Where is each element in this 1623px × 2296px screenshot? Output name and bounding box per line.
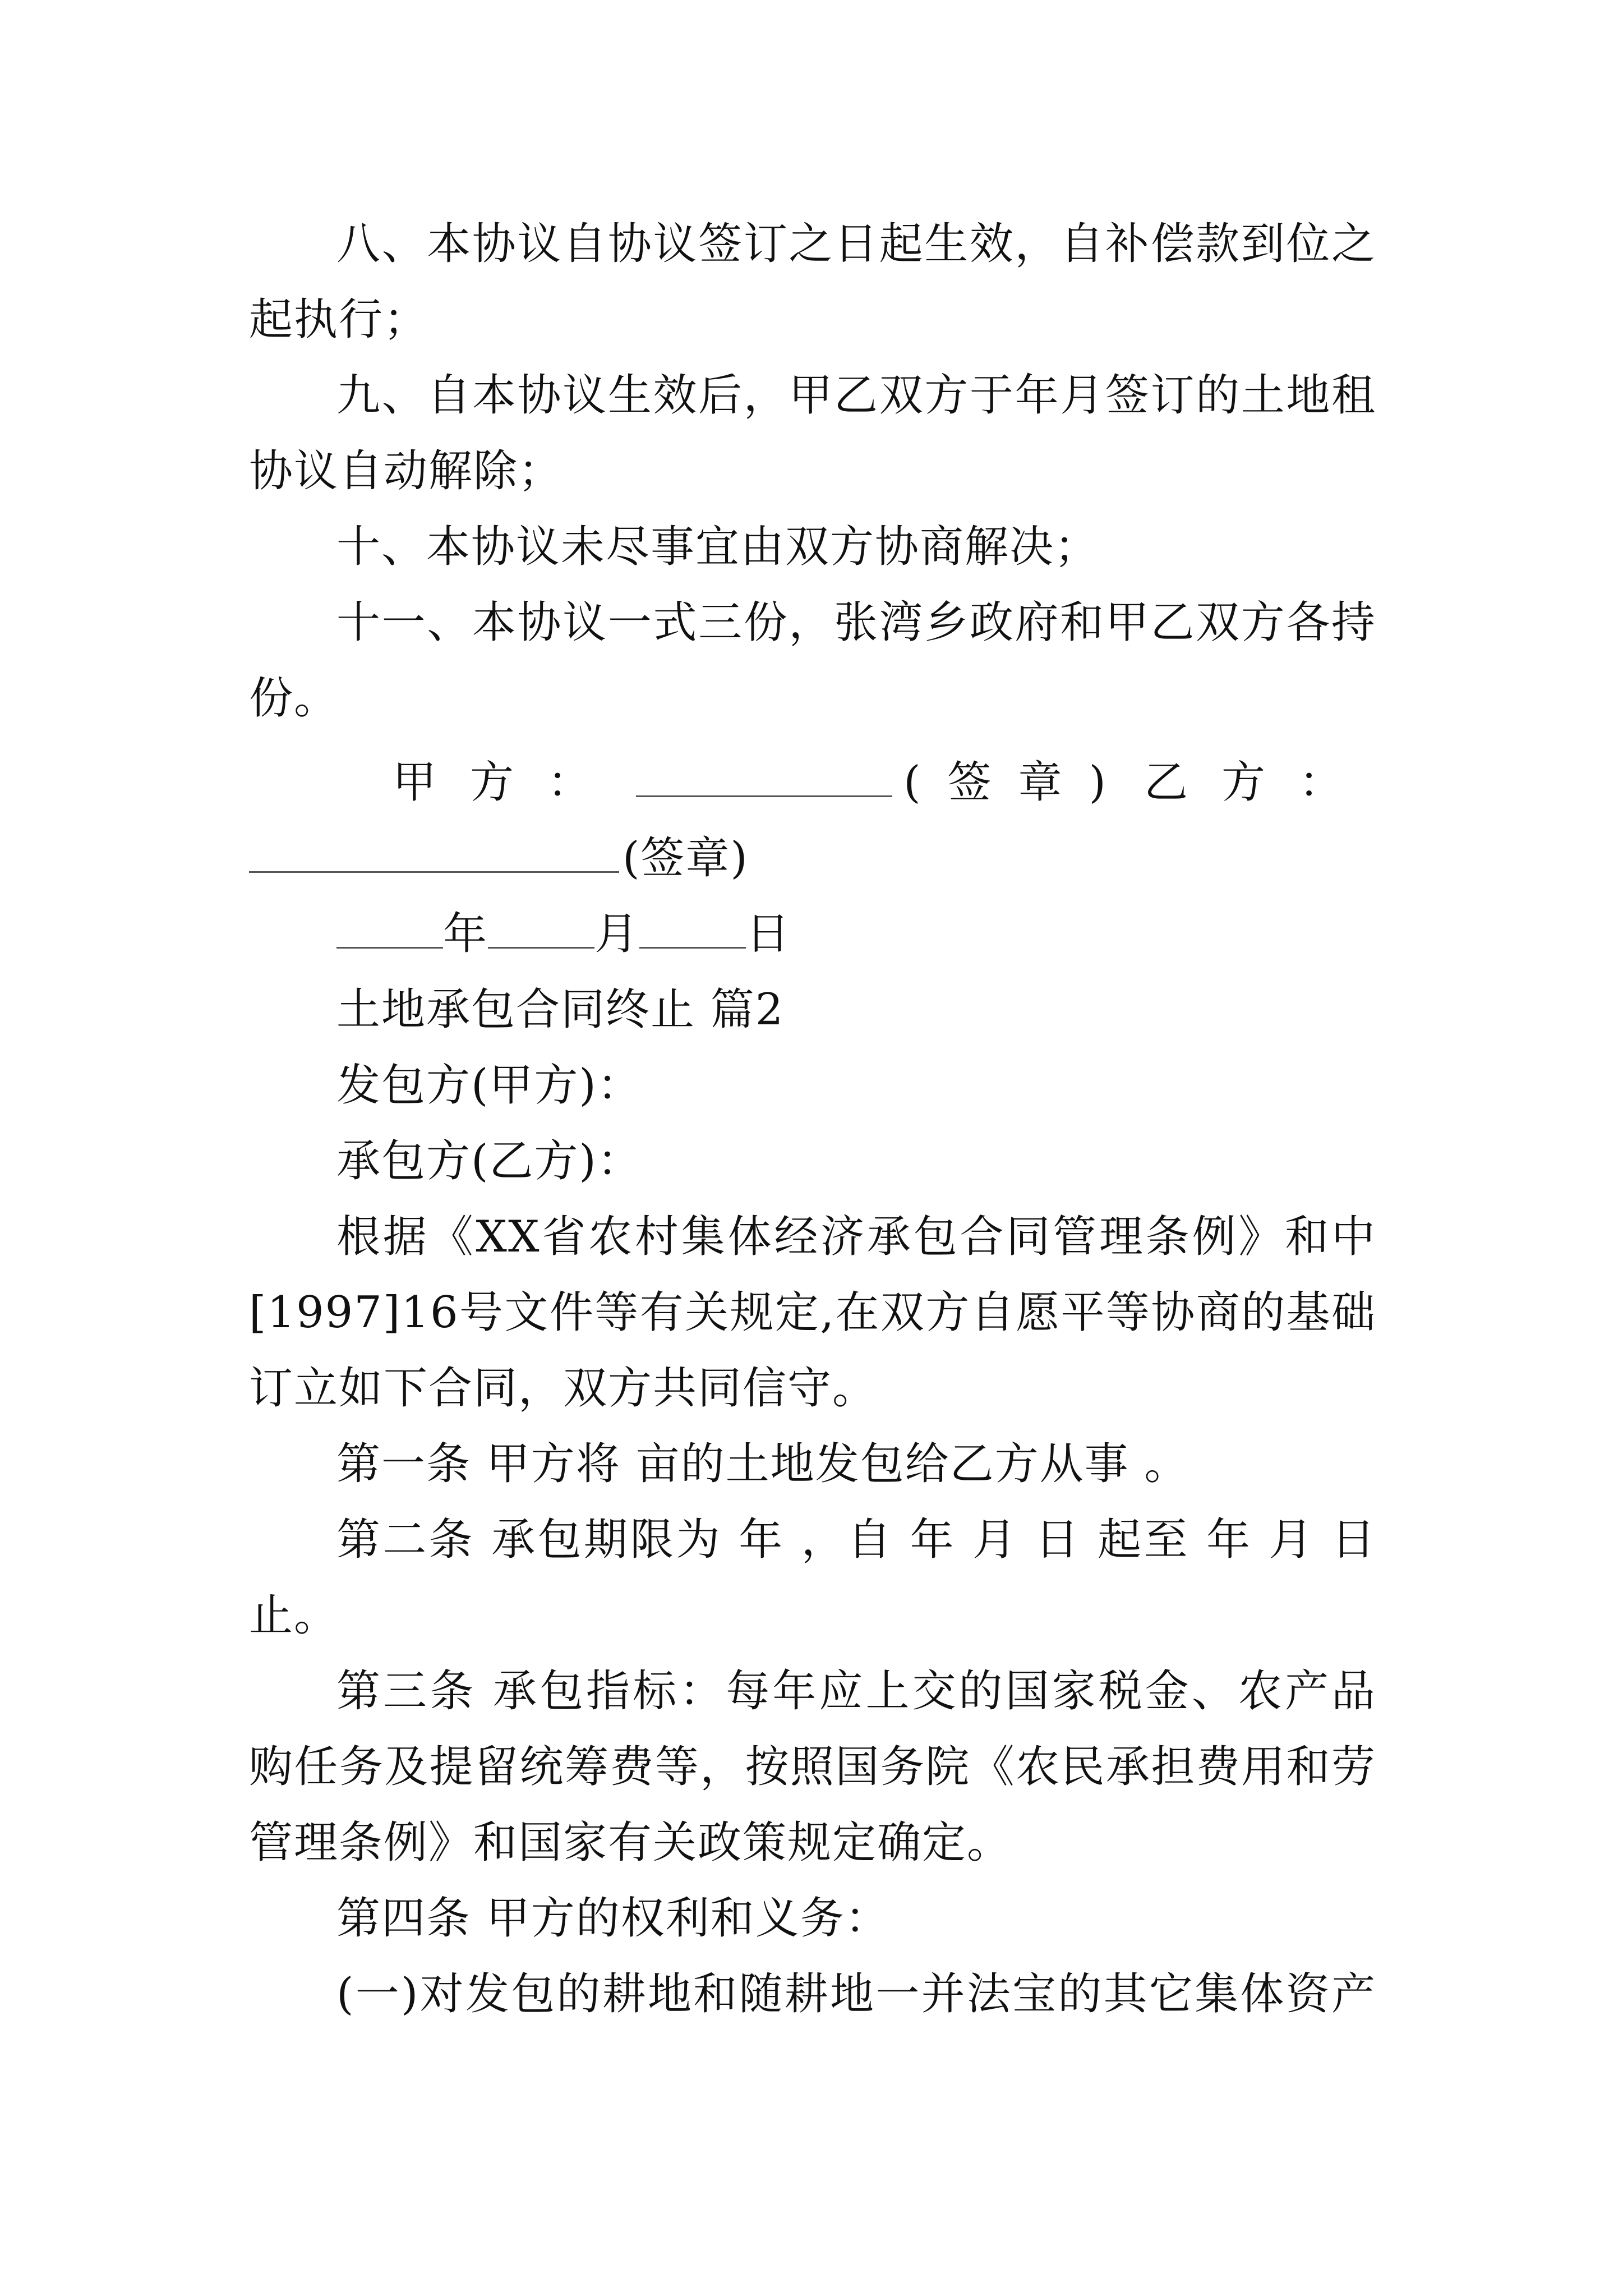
preamble-line-3: 订立如下合同，双方共同信守。 — [249, 1363, 878, 1414]
article-4: 第四条 甲方的权利和义务： — [336, 1893, 890, 1944]
signature-line — [393, 754, 1376, 811]
year-label: 年 — [443, 909, 488, 959]
party-a-label: 甲方： — [393, 757, 625, 808]
clause-8-line-1: 八、本协议自协议签订之日起生效，自补偿款到位之 — [336, 219, 1376, 269]
preamble-line-2: [1997]16号文件等有关规定,在双方自愿平等协商的基础 — [249, 1287, 1376, 1338]
party-b-signature-blank — [249, 836, 619, 873]
article-3-line-1: 第三条 承包指标：每年应上交的国家税金、农产品 — [336, 1666, 1376, 1717]
month-blank — [488, 912, 594, 949]
article-4-item-1: (一)对发包的耕地和随耕地一并法宝的其它集体资产 — [336, 1969, 1376, 2019]
party-a-signature-blank — [636, 761, 892, 797]
date-line — [336, 906, 1376, 962]
clause-9-line-1: 九、自本协议生效后，甲乙双方于年月签订的土地租 — [336, 370, 1376, 421]
day-blank — [639, 912, 746, 949]
party-a-stamp: (签章) — [903, 757, 1133, 808]
preamble-line-1: 根据《XX省农村集体经济承包合同管理条例》和中 — [336, 1212, 1376, 1262]
section-2-title: 土地承包合同终止 篇2 — [336, 984, 785, 1035]
clause-11-line-1: 十一、本协议一式三份，张湾乡政府和甲乙双方各持 — [336, 597, 1376, 648]
article-3-line-2: 购任务及提留统筹费等，按照国务院《农民承担费用和劳 — [249, 1742, 1376, 1792]
clause-8-line-2: 起执行； — [249, 295, 429, 345]
contractor-line: 承包方(乙方)： — [336, 1136, 642, 1186]
article-2-line-2: 止。 — [249, 1590, 339, 1641]
article-3-line-3: 管理条例》和国家有关政策规定确定。 — [249, 1818, 1012, 1868]
clause-9-line-2: 协议自动解除； — [249, 446, 564, 496]
clause-10: 十、本协议未尽事宜由双方协商解决； — [336, 522, 1100, 572]
article-1: 第一条 甲方将 亩的土地发包给乙方从事 。 — [336, 1439, 1189, 1489]
year-blank — [336, 912, 443, 949]
employer-line: 发包方(甲方)： — [336, 1060, 642, 1111]
party-b-stamp: (签章) — [623, 833, 749, 884]
clause-11-line-2: 份。 — [249, 673, 339, 724]
party-b-signature-line — [249, 830, 1376, 886]
month-label: 月 — [594, 909, 640, 959]
day-label: 日 — [746, 909, 791, 959]
party-b-label: 乙方： — [1144, 757, 1376, 808]
article-2-line-1: 第二条 承包期限为 年 ，自 年 月 日 起至 年 月 日 — [336, 1515, 1376, 1565]
